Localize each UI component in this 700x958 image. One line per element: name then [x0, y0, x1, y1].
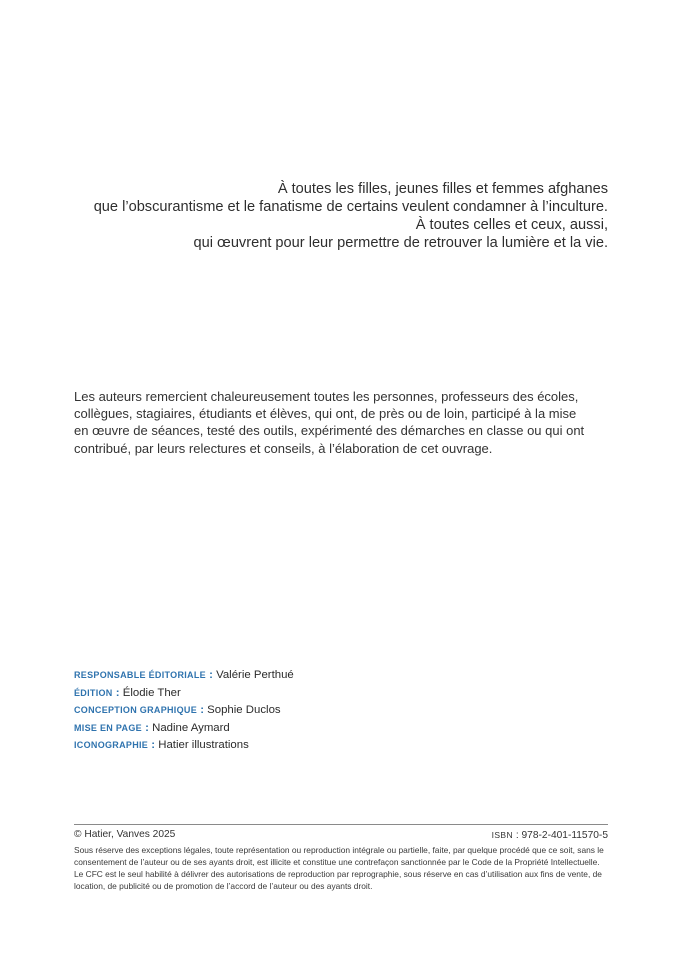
dedication-line: que l’obscurantisme et le fanatisme de certains veulent condamner à l’inculture.: [93, 199, 608, 215]
credit-edition: [74, 685, 474, 703]
credit-iconography: [74, 737, 474, 755]
credit-name: Valérie Perthué: [216, 669, 294, 681]
credit-role: CONCEPTION GRAPHIQUE: [74, 705, 198, 715]
credit-role: RESPONSABLE ÉDITORIALE: [74, 670, 206, 680]
footer-row: [74, 828, 608, 843]
credit-separator: :: [115, 686, 120, 699]
credits-list: [74, 667, 474, 755]
isbn: [492, 828, 608, 843]
credit-name: Élodie Ther: [122, 686, 181, 699]
credit-layout: [74, 720, 474, 738]
isbn-value: : 978-2-401-11570-5: [515, 830, 608, 841]
copyright: © Hatier, Vanves 2025: [74, 829, 176, 840]
credit-role: MISE EN PAGE: [74, 722, 142, 733]
credit-separator: :: [209, 669, 213, 681]
acknowledgements: Les auteurs remercient chaleureusement toutes les personnes, professeurs des écoles, collègues, stagiaires, étudiants et élèves, qui ont, de près ou de loin, participé à la mise en œuvre de séances, testé des outils, expérimenté des démarches en classe ou qui ont contribué, par leurs relectures et conseils, à l’élaboration de cet ouvrage.: [74, 389, 585, 456]
credit-name: Hatier illustrations: [158, 739, 249, 751]
credit-graphic-design: [74, 702, 474, 720]
credit-separator: :: [200, 704, 204, 716]
credit-separator: :: [145, 721, 149, 734]
credit-name: Sophie Duclos: [207, 704, 281, 716]
dedication: [8, 180, 608, 252]
dedication-line: À toutes celles et ceux, aussi,: [415, 217, 608, 233]
credit-role: ICONOGRAPHIE: [74, 740, 149, 750]
credit-name: Nadine Aymard: [152, 721, 230, 734]
dedication-line: qui œuvrent pour leur permettre de retrouver la lumière et la vie.: [193, 235, 608, 251]
dedication-line: À toutes les filles, jeunes filles et femmes afghanes: [277, 181, 608, 197]
credit-role: ÉDITION: [74, 687, 113, 698]
isbn-label: ISBN: [491, 830, 514, 840]
footer-divider: [74, 824, 608, 825]
credit-separator: :: [151, 739, 156, 751]
credit-editorial-lead: [74, 667, 474, 685]
legal-notice: Sous réserve des exceptions légales, toute représentation ou reproduction intégrale ou partielle, faite, par quelque procédé que ce soit, sans le consentement de l’auteur ou de ses ayants droit, est illicite et constitue une contrefaçon sanctionnée par le Code de la Propriété Intellectuelle. Le CFC est le seul habilité à délivrer des autorisations de reproduction par reprographie, sous réserve en cas d’utilisation aux fins de vente, de location, de publicité ou de promotion de l’accord de l’auteur ou des ayants droit.: [74, 845, 604, 892]
